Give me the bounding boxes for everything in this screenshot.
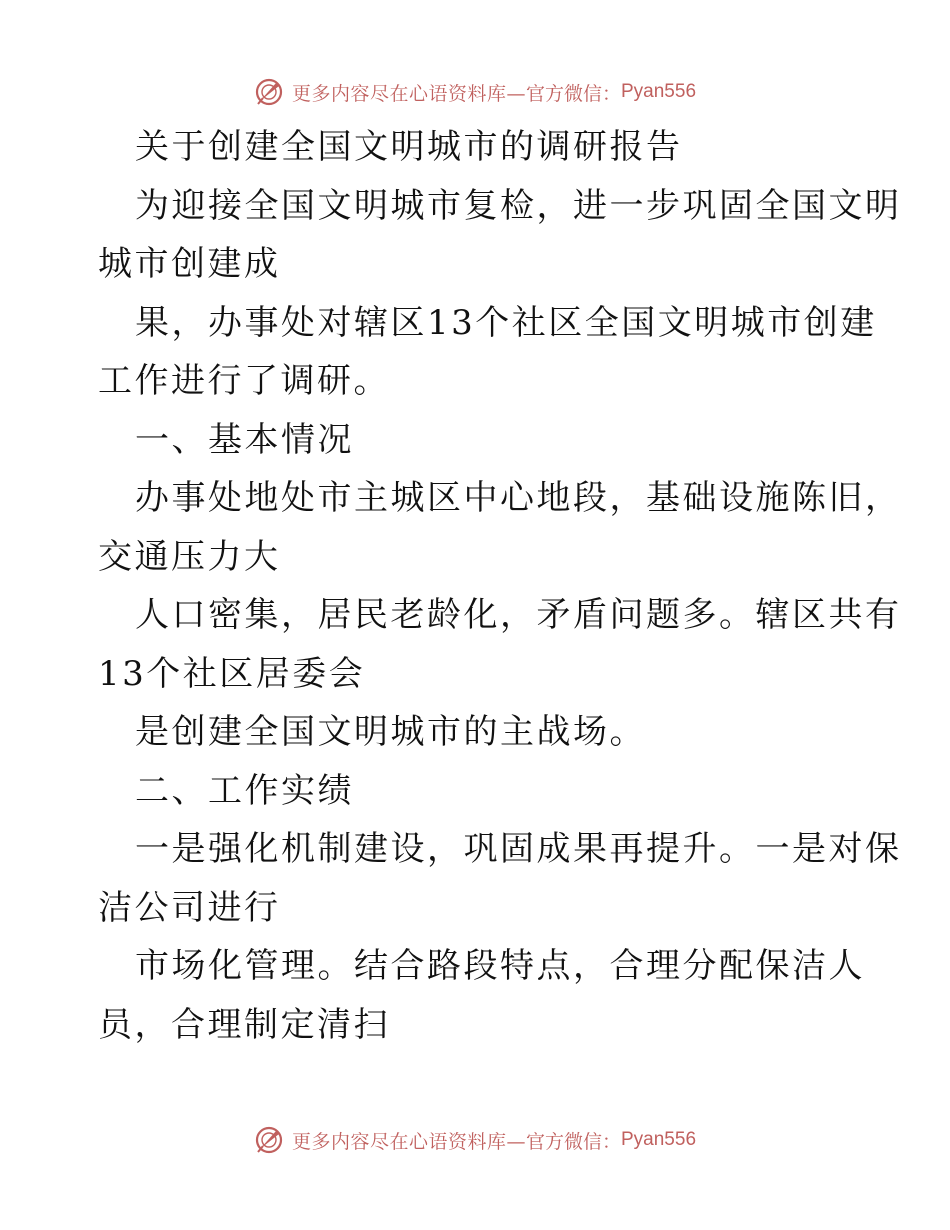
watermark-account-label: 官方微信： <box>525 1131 621 1153</box>
paragraph-line: 工作进行了调研。 <box>98 361 390 401</box>
paragraph-line: 洁公司进行 <box>98 887 281 928</box>
watermark-account-id: Pyan556 <box>621 81 697 102</box>
watermark-brand-text: 更多内容尽在心语资料库— <box>291 82 526 105</box>
paragraph-line: 是创建全国文明城市的主战场。 <box>135 712 646 752</box>
paragraph-line: 员，合理制定清扫 <box>98 1004 390 1045</box>
feather-pen-logo-icon <box>254 77 284 107</box>
feather-pen-logo-icon <box>254 1125 284 1155</box>
paragraph-line: 为迎接全国文明城市复检，进一步巩固全国文明 <box>135 185 902 226</box>
header-watermark <box>0 72 950 112</box>
paragraph-line: 人口密集，居民老龄化，矛盾问题多。辖区共有 <box>135 595 902 635</box>
section-heading: 一、基本情况 <box>135 419 354 460</box>
paragraph-line: 一是强化机制建设，巩固成果再提升。一是对保 <box>135 829 902 869</box>
watermark-account-label: 官方微信： <box>525 83 621 105</box>
paragraph-line: 市场化管理。结合路段特点，合理分配保洁人 <box>135 946 865 986</box>
paragraph-line: 办事处地处市主城区中心地段，基础设施陈旧， <box>135 478 902 518</box>
paragraph-line: 13个社区居委会 <box>98 653 366 694</box>
footer-watermark <box>0 1120 950 1160</box>
paragraph-line: 交通压力大 <box>98 536 281 577</box>
paragraph-line: 果，办事处对辖区13个社区全国文明城市创建 <box>135 302 877 343</box>
document-title: 关于创建全国文明城市的调研报告 <box>135 127 683 167</box>
paragraph-line: 城市创建成 <box>98 244 281 284</box>
document-body <box>98 118 902 1054</box>
watermark-brand-text: 更多内容尽在心语资料库— <box>291 1130 526 1153</box>
watermark-account-id: Pyan556 <box>621 1129 697 1150</box>
section-heading: 二、工作实绩 <box>135 770 354 811</box>
